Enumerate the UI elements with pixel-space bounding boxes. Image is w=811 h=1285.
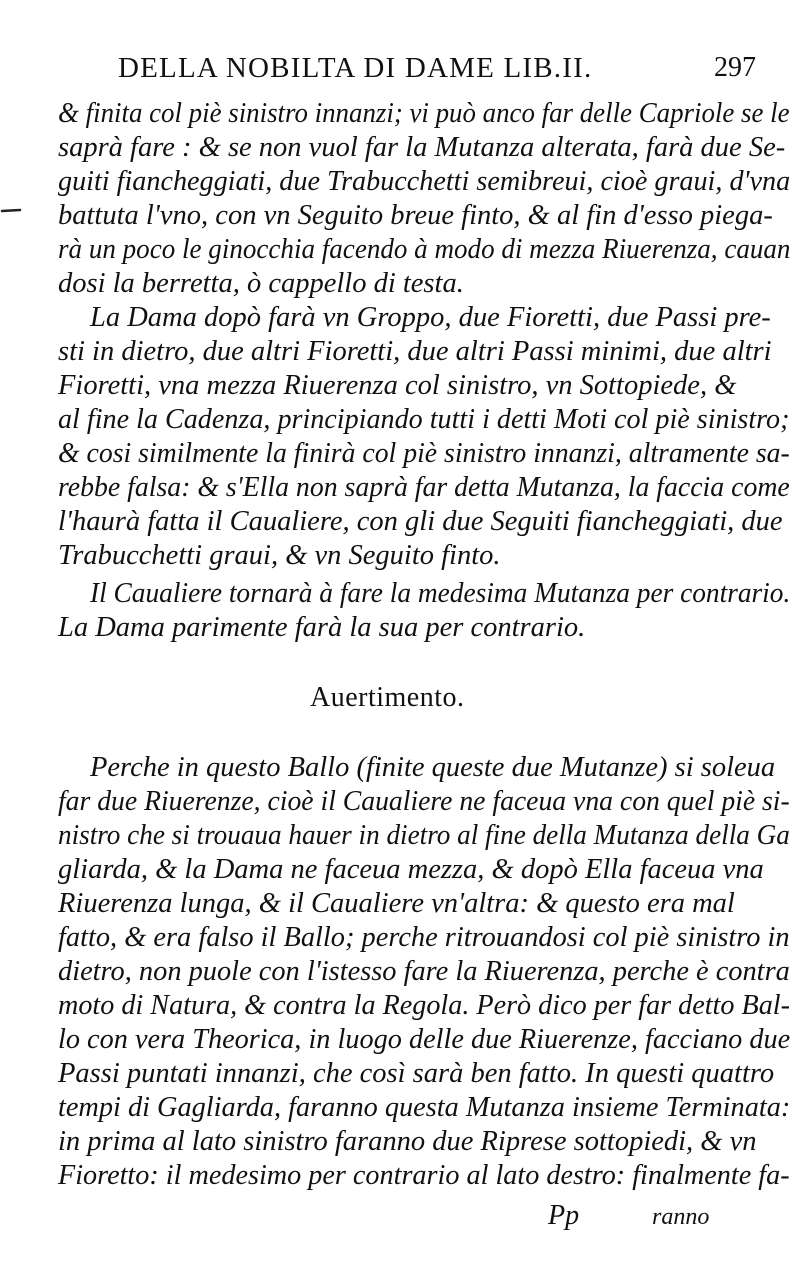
- section-heading: Auertimento.: [310, 682, 465, 713]
- text-line: battuta l'vno, con vn Seguito breue finto, & al fin d'esso piega-: [58, 200, 773, 231]
- text-line: sti in dietro, due altri Fioretti, due altri Passi minimi, due altri: [58, 336, 772, 367]
- text-line: fatto, & era falso il Ballo; perche ritrouandosi col piè sinistro in: [58, 922, 790, 953]
- text-line: gliarda, & la Dama ne faceua mezza, & dopò Ella faceua vna: [58, 854, 764, 885]
- page-header: [118, 52, 768, 92]
- text-line: l'haurà fatta il Caualiere, con gli due Seguiti fiancheggiati, due: [58, 506, 783, 537]
- text-line: tempi di Gagliarda, faranno questa Mutanza insieme Terminata:: [58, 1092, 791, 1123]
- text-line: lo con vera Theorica, in luogo delle due Riuerenze, facciano due: [58, 1024, 791, 1055]
- text-line: in prima al lato sinistro faranno due Riprese sottopiedi, & vn: [58, 1126, 757, 1157]
- text-line: rà un poco le ginocchia facendo à modo di mezza Riuerenza, cauan: [58, 234, 791, 265]
- text-line: guiti fiancheggiati, due Trabucchetti semibreui, cioè graui, d'vna: [58, 166, 791, 197]
- text-line: dietro, non puole con l'istesso fare la Riuerenza, perche è contra: [58, 956, 790, 987]
- text-line: dosi la berretta, ò cappello di testa.: [58, 268, 464, 299]
- text-line: Fioretti, vna mezza Riuerenza col sinistro, vn Sottopiede, &: [58, 370, 737, 401]
- text-line: La Dama dopò farà vn Groppo, due Fioretti, due Passi pre-: [90, 302, 771, 333]
- text-line: Passi puntati innanzi, che così sarà ben fatto. In questi quattro: [58, 1058, 775, 1089]
- text-line: Riuerenza lunga, & il Caualiere vn'altra: & questo era mal: [58, 888, 735, 919]
- page-number: 297: [714, 52, 756, 83]
- text-line: nistro che si trouaua hauer in dietro al fine della Mutanza della Ga: [58, 820, 790, 851]
- text-line: far due Riuerenze, cioè il Caualiere ne faceua vna con quel piè si-: [58, 786, 790, 817]
- ink-smudge: [0, 205, 22, 217]
- text-line: al fine la Cadenza, principiando tutti i detti Moti col piè sinistro;: [58, 404, 790, 435]
- text-line: & finita col piè sinistro innanzi; vi può anco far delle Capriole se le: [58, 98, 790, 129]
- text-line: Perche in questo Ballo (finite queste due Mutanze) si soleua: [90, 752, 776, 783]
- text-line: La Dama parimente farà la sua per contrario.: [58, 612, 586, 643]
- catchword: ranno: [652, 1204, 710, 1230]
- signature-mark: Pp: [548, 1200, 580, 1231]
- text-line: saprà fare : & se non vuol far la Mutanza alterata, farà due Se-: [58, 132, 786, 163]
- text-line: rebbe falsa: & s'Ella non saprà far detta Mutanza, la faccia come: [58, 472, 790, 503]
- text-line: & cosi similmente la finirà col piè sinistro innanzi, altramente sa-: [58, 438, 790, 469]
- text-line: Il Caualiere tornarà à fare la medesima Mutanza per contrario.: [90, 578, 791, 609]
- text-line: Fioretto: il medesimo per contrario al lato destro: finalmente fa-: [58, 1160, 790, 1191]
- text-line: moto di Natura, & contra la Regola. Però dico per far detto Bal-: [58, 990, 790, 1021]
- text-line: Trabucchetti graui, & vn Seguito finto.: [58, 540, 501, 571]
- running-head: DELLA NOBILTA DI DAME LIB.II.: [118, 52, 593, 84]
